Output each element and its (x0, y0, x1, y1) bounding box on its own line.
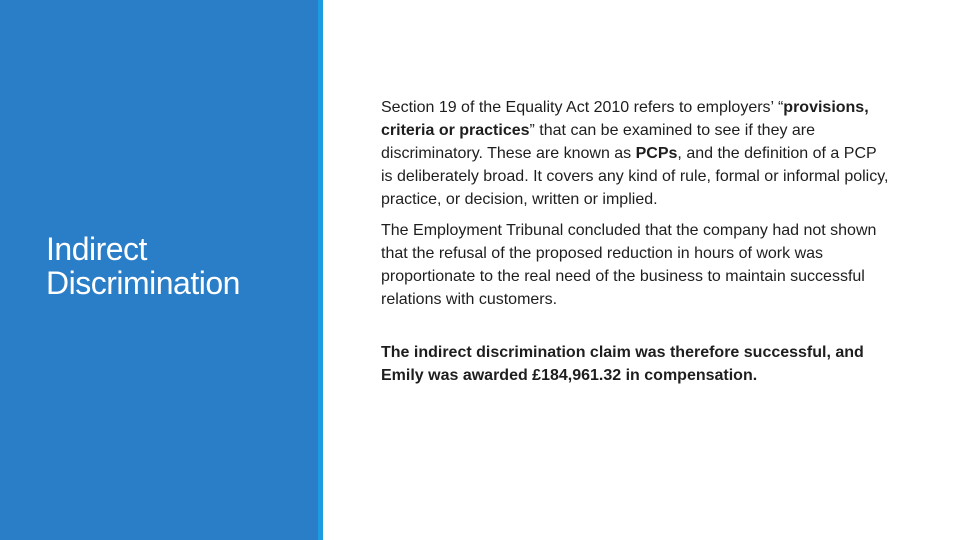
paragraph-tribunal-conclusion: The Employment Tribunal concluded that the company had not shown that the refusal of the proposed reduction in hours of work was proportionate to the real need of the business to maintain successful relations with customers. (381, 222, 877, 308)
slide-title-line-1: Indirect (46, 231, 147, 267)
paragraph1-text-2: ” that can be examined to see if they are discriminatory. These are known as (381, 122, 816, 162)
accent-divider (318, 0, 323, 540)
slide-title (46, 232, 306, 300)
slide-body (381, 96, 891, 387)
paragraph-outcome: The indirect discrimination claim was therefore successful, and Emily was awarded £184,961.32 in compensation. (381, 344, 864, 384)
slide-title-line-2: Discrimination (46, 265, 240, 301)
paragraph1-text-1: Section 19 of the Equality Act 2010 refers to employers’ “ (381, 99, 784, 116)
paragraph-pcp-definition (381, 96, 891, 211)
paragraph1-bold-pcps: PCPs (635, 145, 678, 162)
paragraph1-bold-provisions: provisions, criteria or practices (381, 99, 869, 139)
paragraph1-text-3: , and the definition of a PCP is deliberately broad. It covers any kind of rule, formal or informal policy, practice, or decision, written or implied. (381, 145, 889, 208)
title-panel (0, 0, 318, 540)
